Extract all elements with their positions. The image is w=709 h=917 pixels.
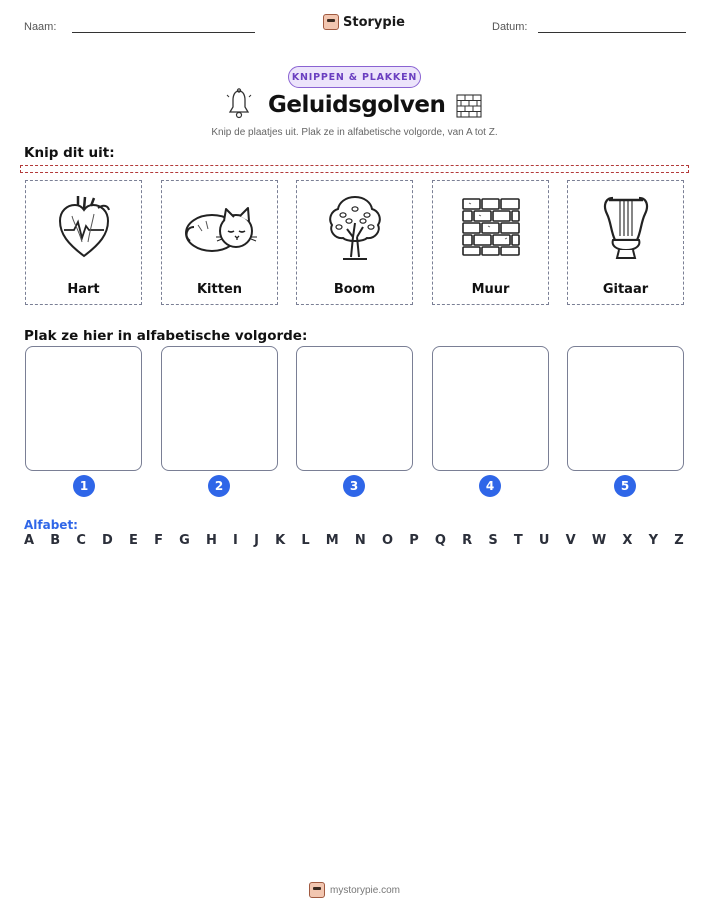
card-label: Kitten (196, 282, 243, 297)
sleeping-kitten-icon (182, 197, 258, 257)
activity-badge: KNIPPEN & PLAKKEN (288, 66, 421, 88)
alphabet-letter: C (76, 533, 86, 548)
paste-slot-3[interactable] (296, 346, 413, 471)
alphabet-letter: B (50, 533, 61, 548)
footer-url[interactable]: mystorypie.com (329, 884, 400, 896)
storypie-logo-icon (323, 14, 339, 30)
cut-card-hart[interactable] (25, 180, 142, 305)
brick-wall-small-icon (456, 94, 482, 118)
tree-icon (325, 193, 385, 261)
alphabet-letter: W (591, 533, 607, 548)
slot-number: 5 (614, 475, 636, 497)
page-title: Geluidsgolven (268, 92, 446, 118)
cut-card-boom[interactable] (296, 180, 413, 305)
alphabet-title: Alfabet: (24, 518, 78, 532)
slot-number: 1 (73, 475, 95, 497)
date-label: Datum: (492, 21, 528, 33)
alphabet-letter: U (538, 533, 550, 548)
paste-slot-1[interactable] (25, 346, 142, 471)
alphabet-letter: Q (434, 533, 446, 548)
alphabet-letter: X (622, 533, 633, 548)
alphabet-letter: H (205, 533, 217, 548)
lyre-icon (601, 192, 651, 262)
alphabet-letter: V (565, 533, 576, 548)
cut-card-muur[interactable] (432, 180, 549, 305)
cut-card-gitaar[interactable] (567, 180, 684, 305)
name-line (72, 32, 255, 33)
alphabet-letter: P (409, 533, 419, 548)
alphabet-letter: I (233, 533, 238, 548)
name-label: Naam: (24, 21, 57, 33)
alphabet-letter: G (179, 533, 190, 548)
alphabet-letter: Y (648, 533, 659, 548)
alphabet-letter: Z (674, 533, 684, 548)
alphabet-letter: K (275, 533, 286, 548)
alphabet-row (24, 533, 684, 548)
slot-number: 3 (343, 475, 365, 497)
card-label: Hart (67, 282, 100, 297)
slot-number: 4 (479, 475, 501, 497)
brick-wall-icon (461, 197, 521, 257)
brand-name: Storypie (343, 14, 405, 30)
alphabet-letter: M (325, 533, 339, 548)
alphabet-letter: F (154, 533, 163, 548)
bell-icon (226, 88, 252, 120)
card-label: Boom (333, 282, 376, 297)
heart-organ-icon (54, 194, 114, 260)
paste-heading: Plak ze hier in alfabetische volgorde: (24, 328, 308, 344)
paste-slot-4[interactable] (432, 346, 549, 471)
brand-logo (323, 14, 405, 30)
date-line (538, 32, 686, 33)
alphabet-letter: E (129, 533, 138, 548)
cut-heading: Knip dit uit: (24, 145, 115, 161)
card-label: Muur (471, 282, 510, 297)
alphabet-letter: R (462, 533, 473, 548)
storypie-logo-icon (309, 882, 325, 898)
cut-line (20, 165, 689, 173)
instructions: Knip de plaatjes uit. Plak ze in alfabetische volgorde, van A tot Z. (211, 127, 498, 138)
paste-slot-5[interactable] (567, 346, 684, 471)
footer (0, 882, 709, 898)
cut-card-kitten[interactable] (161, 180, 278, 305)
alphabet-letter: N (354, 533, 366, 548)
alphabet-letter: O (381, 533, 394, 548)
alphabet-letter: S (488, 533, 498, 548)
card-label: Gitaar (602, 282, 649, 297)
slot-number: 2 (208, 475, 230, 497)
alphabet-letter: D (102, 533, 113, 548)
alphabet-letter: J (254, 533, 259, 548)
paste-slot-2[interactable] (161, 346, 278, 471)
alphabet-letter: L (301, 533, 310, 548)
alphabet-letter: T (513, 533, 523, 548)
alphabet-letter: A (24, 533, 35, 548)
